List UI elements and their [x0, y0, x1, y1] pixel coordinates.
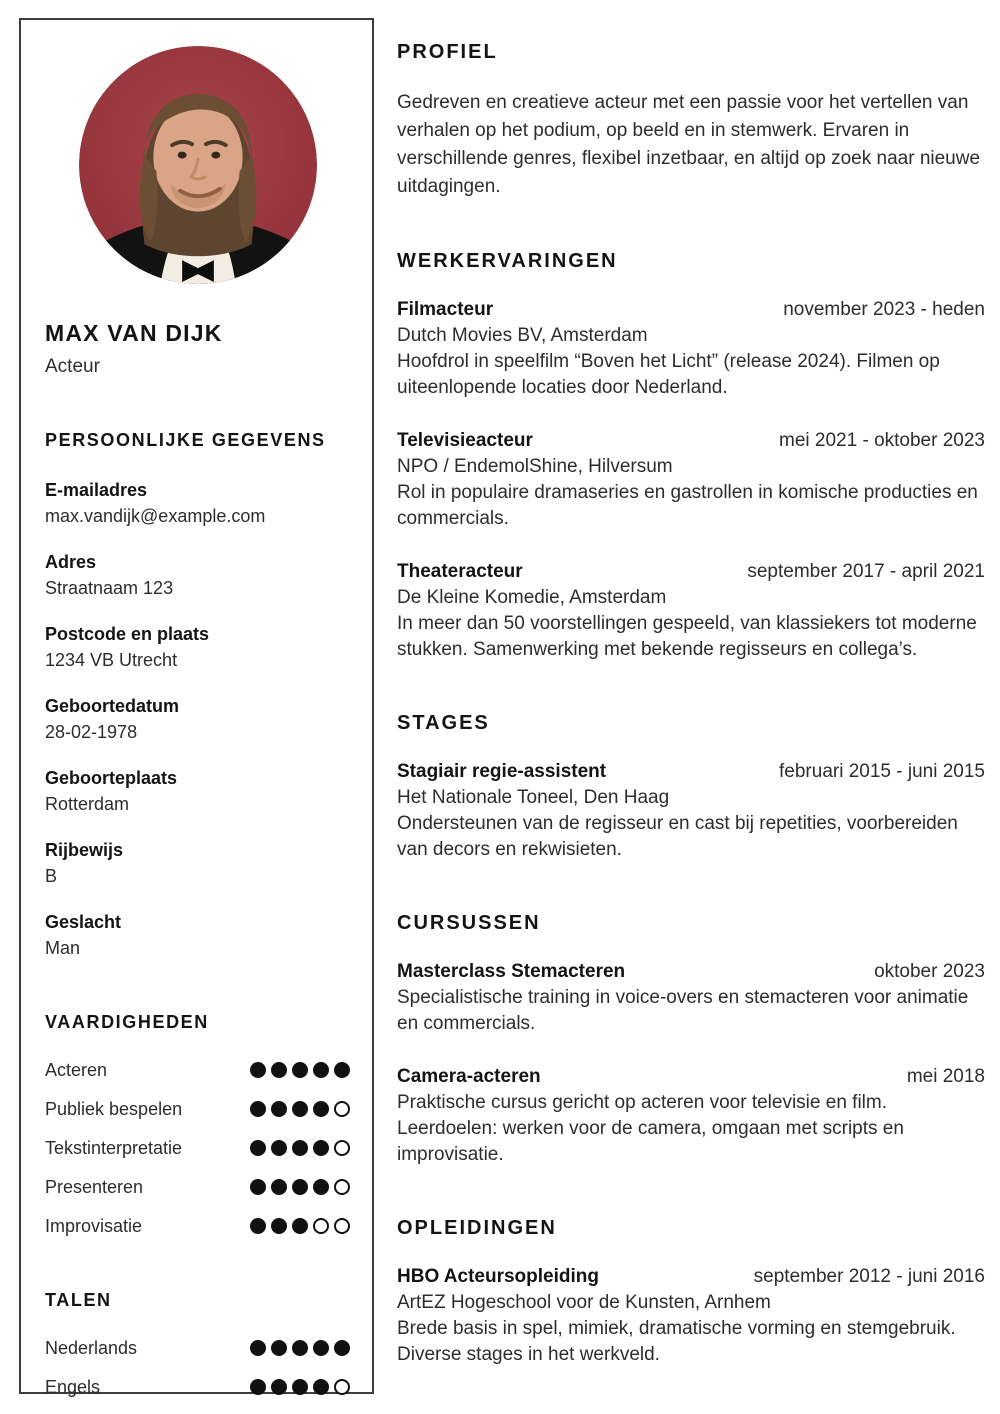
- rating-dot-filled: [271, 1062, 287, 1078]
- rating-row: [45, 1213, 350, 1239]
- rating-dot-filled: [334, 1062, 350, 1078]
- rating-label: Acteren: [45, 1060, 108, 1080]
- languages-heading: TALEN: [45, 1290, 112, 1310]
- sidebar: [19, 18, 374, 1397]
- personal-detail-item: [45, 621, 350, 673]
- rating-dots: [250, 1179, 350, 1195]
- entry-title: HBO Acteursopleiding: [397, 1266, 599, 1287]
- rating-row: [45, 1096, 350, 1122]
- rating-dot-empty: [334, 1140, 350, 1156]
- rating-dot-filled: [250, 1340, 266, 1356]
- cv-section: [397, 711, 985, 863]
- rating-dot-filled: [334, 1340, 350, 1356]
- section-heading: STAGES: [397, 712, 490, 734]
- personal-detail-label: Geboortedatum: [45, 696, 180, 716]
- rating-dots: [250, 1379, 350, 1395]
- cv-entry: [397, 1264, 985, 1368]
- rating-dots: [250, 1101, 350, 1117]
- rating-dots: [250, 1340, 350, 1356]
- profiel-text: Gedreven en creatieve acteur met een passie voor het vertellen van verhalen op het podium, op beeld en in stemwerk. Ervaren in verschillende genres, flexibel inzetbaar, en altijd op zoek naar nieuwe uitdagingen.: [397, 92, 981, 197]
- rating-label: Engels: [45, 1377, 101, 1397]
- rating-row: [45, 1374, 350, 1400]
- rating-dot-filled: [250, 1140, 266, 1156]
- section-entries: [397, 1264, 985, 1368]
- personal-detail-item: [45, 837, 350, 889]
- rating-dot-filled: [313, 1179, 329, 1195]
- rating-dot-filled: [292, 1218, 308, 1234]
- languages-list: [45, 1335, 350, 1400]
- rating-dots: [250, 1140, 350, 1156]
- rating-row: [45, 1335, 350, 1361]
- personal-detail-label: Geslacht: [45, 912, 122, 932]
- cv-entry: [397, 559, 985, 663]
- entry-subtitle: NPO / EndemolShine, Hilversum: [397, 456, 673, 477]
- rating-dot-filled: [250, 1379, 266, 1395]
- rating-dot-filled: [292, 1062, 308, 1078]
- rating-dot-filled: [292, 1379, 308, 1395]
- entry-header: [397, 759, 985, 785]
- portrait-photo-illustration: [79, 46, 317, 284]
- personal-detail-label: E-mailadres: [45, 480, 148, 500]
- personal-detail-label: Rijbewijs: [45, 840, 124, 860]
- entry-date: mei 2018: [906, 1066, 985, 1087]
- rating-label: Publiek bespelen: [45, 1099, 183, 1119]
- personal-details-list: [45, 477, 350, 961]
- entry-date: september 2012 - juni 2016: [753, 1266, 985, 1287]
- cv-sections: [397, 249, 985, 1368]
- entry-description: Specialistische training in voice-overs en stemacteren voor animatie en commercials.: [397, 987, 969, 1034]
- personal-detail-value: 1234 VB Utrecht: [45, 650, 178, 670]
- cv-entry: [397, 1064, 985, 1168]
- entry-date: september 2017 - april 2021: [747, 561, 985, 582]
- skills-list: [45, 1057, 350, 1239]
- rating-dots: [250, 1218, 350, 1234]
- rating-label: Nederlands: [45, 1338, 138, 1358]
- rating-dot-empty: [334, 1179, 350, 1195]
- entry-date: februari 2015 - juni 2015: [779, 761, 985, 782]
- personal-detail-value: max.vandijk@example.com: [45, 506, 266, 526]
- rating-dot-filled: [271, 1140, 287, 1156]
- entry-description: Praktische cursus gericht op acteren voor televisie en film. Leerdoelen: werken voor de camera, omgaan met scripts en improvisatie.: [397, 1092, 904, 1165]
- section-entries: [397, 759, 985, 863]
- person-job-title: Acteur: [45, 356, 100, 377]
- entry-header: [397, 959, 985, 985]
- rating-dot-filled: [271, 1379, 287, 1395]
- rating-dot-filled: [313, 1340, 329, 1356]
- rating-label: Improvisatie: [45, 1216, 143, 1236]
- rating-dot-filled: [292, 1340, 308, 1356]
- personal-details-heading: PERSOONLIJKE GEGEVENS: [45, 430, 326, 450]
- entry-subtitle: Het Nationale Toneel, Den Haag: [397, 787, 670, 808]
- entry-title: Theateracteur: [397, 561, 523, 582]
- rating-row: [45, 1057, 350, 1083]
- section-heading: WERKERVARINGEN: [397, 250, 618, 272]
- rating-dot-filled: [250, 1218, 266, 1234]
- entry-date: oktober 2023: [874, 961, 985, 982]
- rating-dot-filled: [271, 1340, 287, 1356]
- entry-title: Camera-acteren: [397, 1066, 541, 1087]
- personal-detail-label: Postcode en plaats: [45, 624, 210, 644]
- rating-row: [45, 1135, 350, 1161]
- entry-date: november 2023 - heden: [783, 299, 985, 320]
- entry-title: Stagiair regie-assistent: [397, 761, 607, 782]
- entry-header: [397, 428, 985, 454]
- rating-dot-filled: [313, 1379, 329, 1395]
- rating-dot-filled: [271, 1218, 287, 1234]
- entry-header: [397, 297, 985, 323]
- personal-detail-label: Adres: [45, 552, 97, 572]
- cv-entry: [397, 428, 985, 532]
- section-profiel: [397, 40, 985, 201]
- personal-detail-item: [45, 477, 350, 529]
- section-entries: [397, 297, 985, 663]
- rating-dot-filled: [271, 1101, 287, 1117]
- entry-description: Hoofdrol in speelfilm “Boven het Licht” (release 2024). Filmen op uiteenlopende locaties door Nederland.: [397, 351, 940, 398]
- entry-description: In meer dan 50 voorstellingen gespeeld, van klassiekers tot moderne stukken. Samenwerking met bekende regisseurs en collega’s.: [397, 613, 977, 660]
- entry-description: Brede basis in spel, mimiek, dramatische vorming en stemgebruik. Diverse stages in het werkveld.: [397, 1318, 956, 1365]
- personal-detail-value: Straatnaam 123: [45, 578, 174, 598]
- rating-label: Presenteren: [45, 1177, 144, 1197]
- personal-detail-value: Rotterdam: [45, 794, 130, 814]
- main-column: [397, 40, 985, 1368]
- rating-dot-filled: [313, 1062, 329, 1078]
- profile-photo: [79, 46, 317, 284]
- personal-detail-label: Geboorteplaats: [45, 768, 178, 788]
- entry-description: Rol in populaire dramaseries en gastrollen in komische producties en commercials.: [397, 482, 978, 529]
- rating-dot-filled: [250, 1062, 266, 1078]
- entry-header: [397, 1264, 985, 1290]
- cv-section: [397, 1216, 985, 1368]
- rating-dot-filled: [292, 1140, 308, 1156]
- rating-dot-filled: [250, 1101, 266, 1117]
- cv-entry: [397, 959, 985, 1037]
- entry-title: Masterclass Stemacteren: [397, 961, 626, 982]
- rating-dot-filled: [292, 1179, 308, 1195]
- rating-row: [45, 1174, 350, 1200]
- entry-title: Filmacteur: [397, 299, 494, 320]
- entry-description: Ondersteunen van de regisseur en cast bij repetities, voorbereiden van decors en rekwisieten.: [397, 813, 958, 860]
- entry-header: [397, 559, 985, 585]
- section-heading: OPLEIDINGEN: [397, 1217, 557, 1239]
- skills-heading: VAARDIGHEDEN: [45, 1012, 209, 1032]
- cv-entry: [397, 297, 985, 401]
- entry-date: mei 2021 - oktober 2023: [779, 430, 985, 451]
- personal-detail-value: B: [45, 866, 58, 886]
- profiel-heading: PROFIEL: [397, 41, 498, 63]
- entry-subtitle: Dutch Movies BV, Amsterdam: [397, 325, 648, 346]
- cv-section: [397, 911, 985, 1168]
- entry-title: Televisieacteur: [397, 430, 533, 451]
- personal-detail-item: [45, 549, 350, 601]
- entry-subtitle: ArtEZ Hogeschool voor de Kunsten, Arnhem: [397, 1292, 771, 1313]
- personal-detail-value: Man: [45, 938, 81, 958]
- rating-label: Tekstinterpretatie: [45, 1138, 183, 1158]
- section-entries: [397, 959, 985, 1168]
- personal-detail-item: [45, 909, 350, 961]
- rating-dot-filled: [313, 1140, 329, 1156]
- rating-dot-filled: [313, 1101, 329, 1117]
- personal-detail-item: [45, 693, 350, 745]
- rating-dot-empty: [313, 1218, 329, 1234]
- personal-detail-item: [45, 765, 350, 817]
- entry-subtitle: De Kleine Komedie, Amsterdam: [397, 587, 667, 608]
- rating-dot-empty: [334, 1101, 350, 1117]
- person-name: MAX VAN DIJK: [45, 320, 223, 346]
- cv-entry: [397, 759, 985, 863]
- rating-dot-filled: [250, 1179, 266, 1195]
- rating-dot-empty: [334, 1379, 350, 1395]
- rating-dots: [250, 1062, 350, 1078]
- rating-dot-filled: [292, 1101, 308, 1117]
- section-heading: CURSUSSEN: [397, 912, 541, 934]
- entry-header: [397, 1064, 985, 1090]
- rating-dot-empty: [334, 1218, 350, 1234]
- cv-section: [397, 249, 985, 663]
- rating-dot-filled: [271, 1179, 287, 1195]
- personal-detail-value: 28-02-1978: [45, 722, 138, 742]
